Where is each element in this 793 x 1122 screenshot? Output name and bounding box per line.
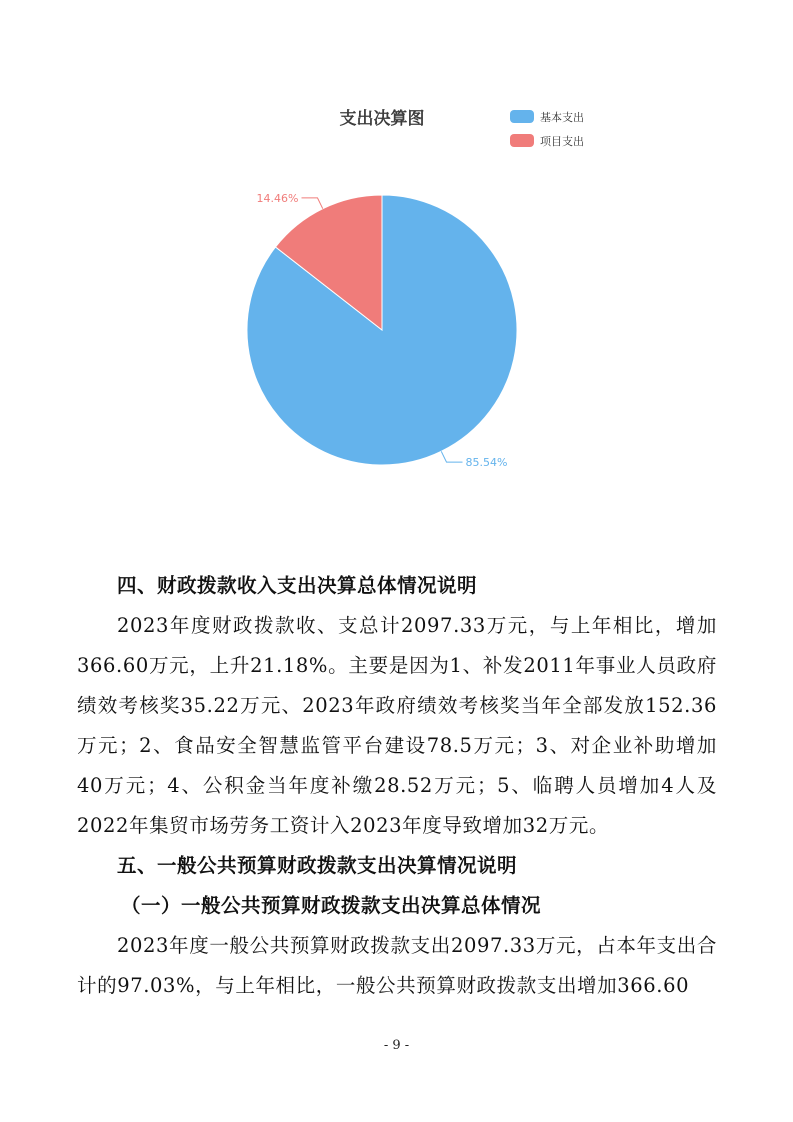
legend-label-1[interactable]: 项目支出 — [540, 135, 584, 148]
page-number: - 9 - — [383, 1038, 410, 1053]
pie-chart-svg — [0, 0, 793, 520]
chart-legend — [510, 110, 584, 148]
section4-heading: 四、财政拨款收入支出决算总体情况说明 — [117, 574, 478, 597]
section5-subheading: （一）一般公共预算财政拨款支出决算总体情况 — [121, 894, 542, 917]
pie-label-1: 14.46% — [256, 191, 299, 205]
chart-title: 支出决算图 — [339, 109, 425, 129]
section5-paragraph: 2023年度一般公共预算财政拨款支出2097.33万元，占本年支出合计的97.03%，与上年相比，一般公共预算财政拨款支出增加366.60 — [77, 934, 717, 997]
legend-swatch-1[interactable] — [510, 134, 534, 147]
section4-paragraph: 2023年度财政拨款收、支总计2097.33万元，与上年相比，增加366.60万元，上升21.18%。主要是因为1、补发2011年事业人员政府绩效考核奖35.22万元、2023年政府绩效考核奖当年全部发放152.36万元；2、食品安全智慧监管平台建设78.5万元；3、对企业补助增加40万元；4、公积金当年度补缴28.52万元；5、临聘人员增加4人及2022年集贸市场劳务工资计入2023年度导致增加32万元。 — [77, 614, 717, 837]
pie-label-line-0 — [441, 451, 462, 462]
legend-swatch-0[interactable] — [510, 110, 534, 123]
pie-slices — [247, 195, 517, 465]
pie-label-0: 85.54% — [465, 456, 508, 470]
section5-heading: 五、一般公共预算财政拨款支出决算情况说明 — [117, 854, 518, 877]
legend-label-0[interactable]: 基本支出 — [540, 111, 584, 124]
pie-label-line-1 — [301, 198, 322, 209]
expenditure-pie-chart — [0, 0, 793, 520]
body-text — [77, 566, 717, 1006]
